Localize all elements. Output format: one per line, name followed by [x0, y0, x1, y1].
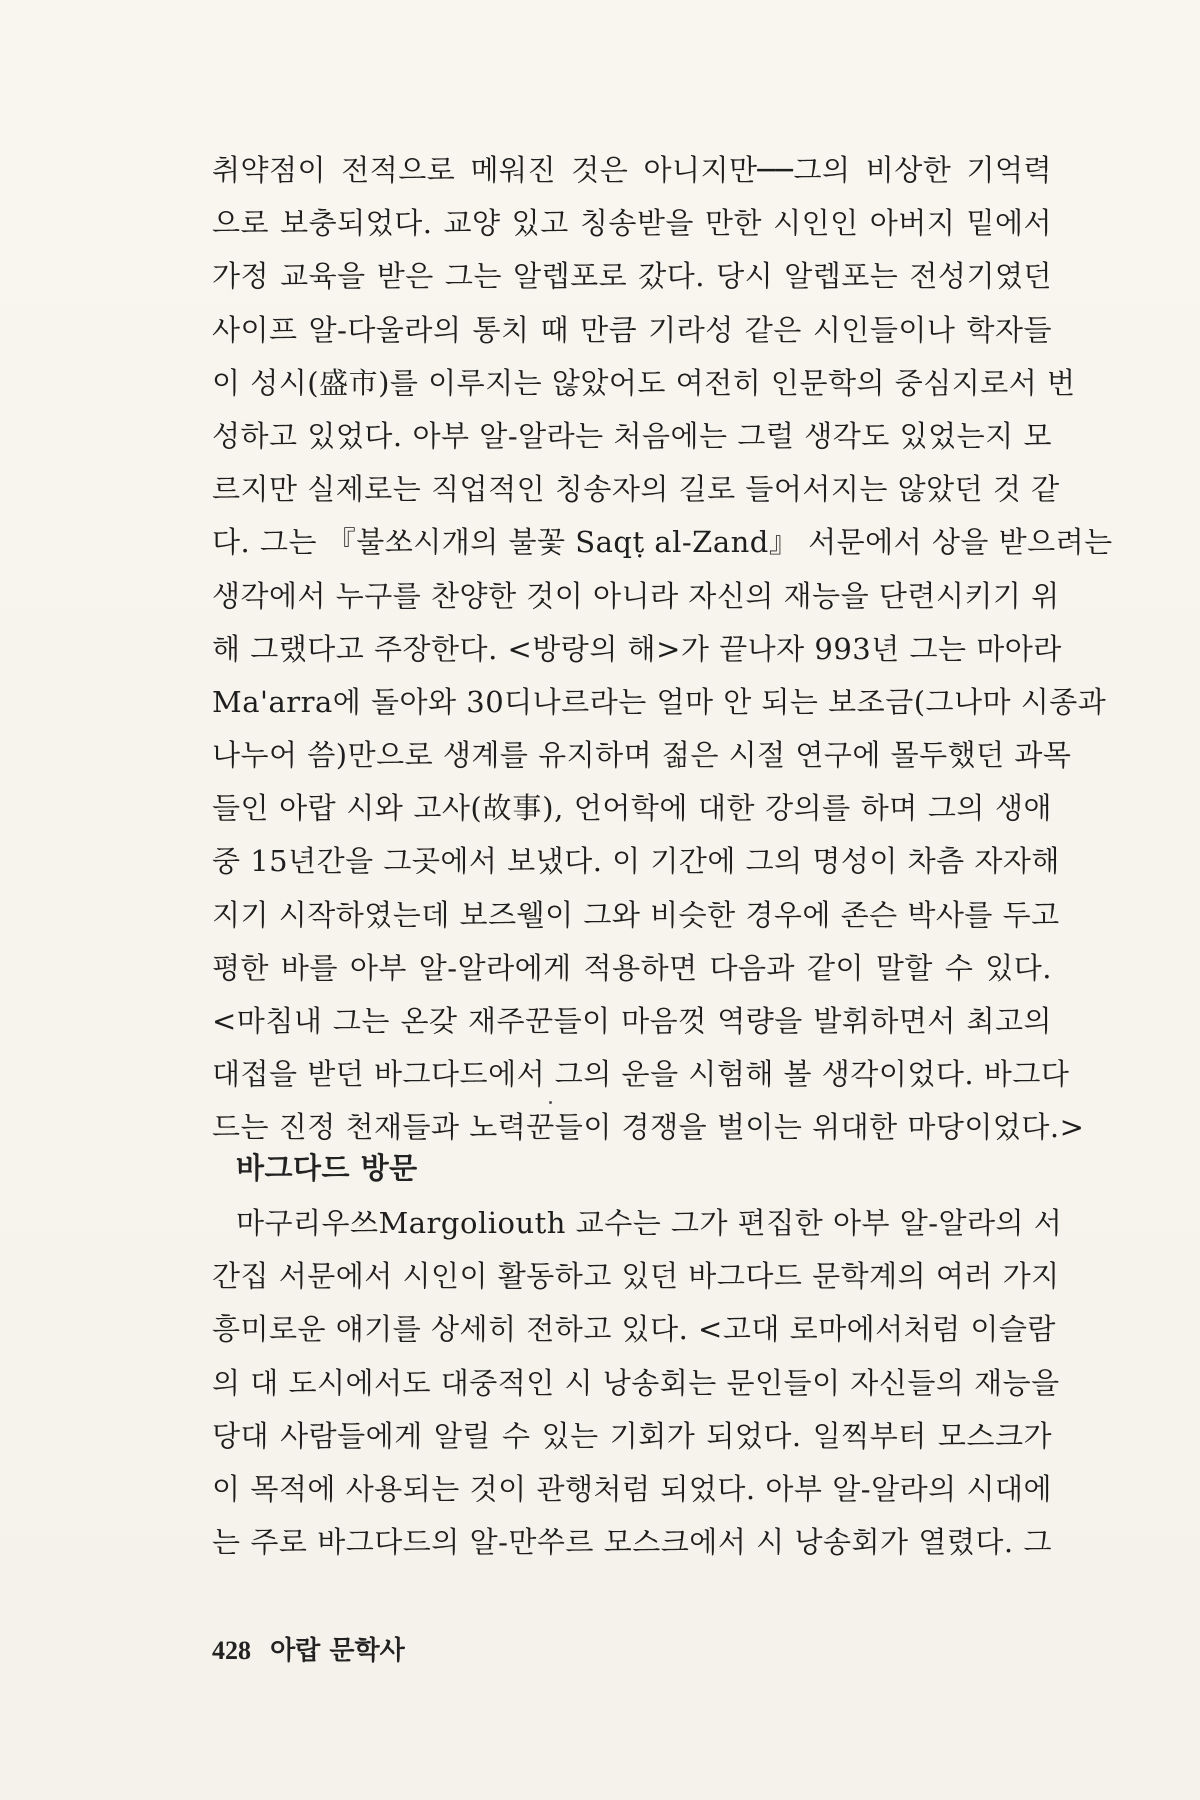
text-line: 취약점이 전적으로 메워진 것은 아니지만──그의 비상한 기억력: [212, 153, 1052, 187]
text-line: 으로 보충되었다. 교양 있고 칭송받을 만한 시인인 아버지 밑에서: [212, 206, 1052, 241]
text-line: 의 대 도시에서도 대중적인 시 낭송회는 문인들이 자신들의 재능을: [212, 1365, 1060, 1400]
text-line: 드는 진정 천재들과 노력꾼들이 경쟁을 벌이는 위대한 마당이었다.>: [212, 1110, 1085, 1145]
running-title: 아랍 문학사: [270, 1636, 405, 1666]
text-line: 들인 아랍 시와 고사(故事), 언어학에 대한 강의를 하며 그의 생애: [212, 791, 1052, 826]
text-line: 가정 교육을 받은 그는 알렙포로 갔다. 당시 알렙포는 전성기였던: [212, 259, 1052, 294]
text-line: 사이프 알-다울라의 통치 때 만큼 기라성 같은 시인들이나 학자들: [212, 312, 1052, 347]
text-line: 생각에서 누구를 찬양한 것이 아니라 자신의 재능을 단련시키기 위: [212, 578, 1060, 613]
text-line: 평한 바를 아부 알-알라에게 적용하면 다음과 같이 말할 수 있다.: [212, 950, 1052, 985]
text-line: <마침내 그는 온갖 재주꾼들이 마음껏 역량을 발휘하면서 최고의: [212, 1004, 1052, 1038]
text-line: 해 그랬다고 주장한다. <방랑의 해>가 끝나자 993년 그는 마아라: [212, 631, 1062, 666]
text-line: 대접을 받던 바그다드에서 그의 운을 시험해 볼 생각이었다. 바그다: [212, 1057, 1070, 1092]
text-line: 나누어 씀)만으로 생계를 유지하며 젊은 시절 연구에 몰두했던 과목: [212, 738, 1072, 773]
text-line: 당대 사람들에게 알릴 수 있는 기회가 되었다. 일찍부터 모스크가: [212, 1418, 1052, 1453]
body-paragraph: [212, 1203, 1063, 1575]
text-line: 마구리우쓰Margoliouth 교수는 그가 편집한 아부 알-알라의 서: [236, 1206, 1063, 1240]
text-line: 는 주로 바그다드의 알-만쑤르 모스크에서 시 낭송회가 열렸다. 그: [212, 1525, 1052, 1560]
text-line: 이 목적에 사용되는 것이 관행처럼 되었다. 아부 알-알라의 시대에: [212, 1471, 1052, 1506]
text-line: 르지만 실제로는 직업적인 칭송자의 길로 들어서지는 않았던 것 같: [212, 472, 1060, 507]
page-footer: [212, 1634, 405, 1668]
body-paragraph: [212, 150, 1113, 1161]
text-line: 흥미로운 얘기를 상세히 전하고 있다. <고대 로마에서처럼 이슬람: [212, 1312, 1056, 1347]
page-number: 428: [212, 1636, 251, 1665]
text-line: 중 15년간을 그곳에서 보냈다. 이 기간에 그의 명성이 차츰 자자해: [212, 844, 1060, 879]
text-line: 다. 그는 『불쏘시개의 불꽃 Saqṭ al-Zand』 서문에서 상을 받으려는: [212, 525, 1113, 560]
text-line: 간집 서문에서 시인이 활동하고 있던 바그다드 문학계의 여러 가지: [212, 1259, 1060, 1294]
text-line: Ma'arra에 돌아와 30디나르라는 얼마 안 되는 보조금(그나마 시종과: [212, 684, 1107, 719]
separator-dot: [549, 1101, 552, 1104]
text-line: 성하고 있었다. 아부 알-알라는 처음에는 그럴 생각도 있었는지 모: [212, 418, 1052, 453]
text-line: 지기 시작하였는데 보즈웰이 그와 비슷한 경우에 존슨 박사를 두고: [212, 897, 1060, 932]
section-heading: 바그다드 방문: [236, 1151, 418, 1185]
text-line: 이 성시(盛市)를 이루지는 않았어도 여전히 인문학의 중심지로서 번: [212, 365, 1076, 400]
